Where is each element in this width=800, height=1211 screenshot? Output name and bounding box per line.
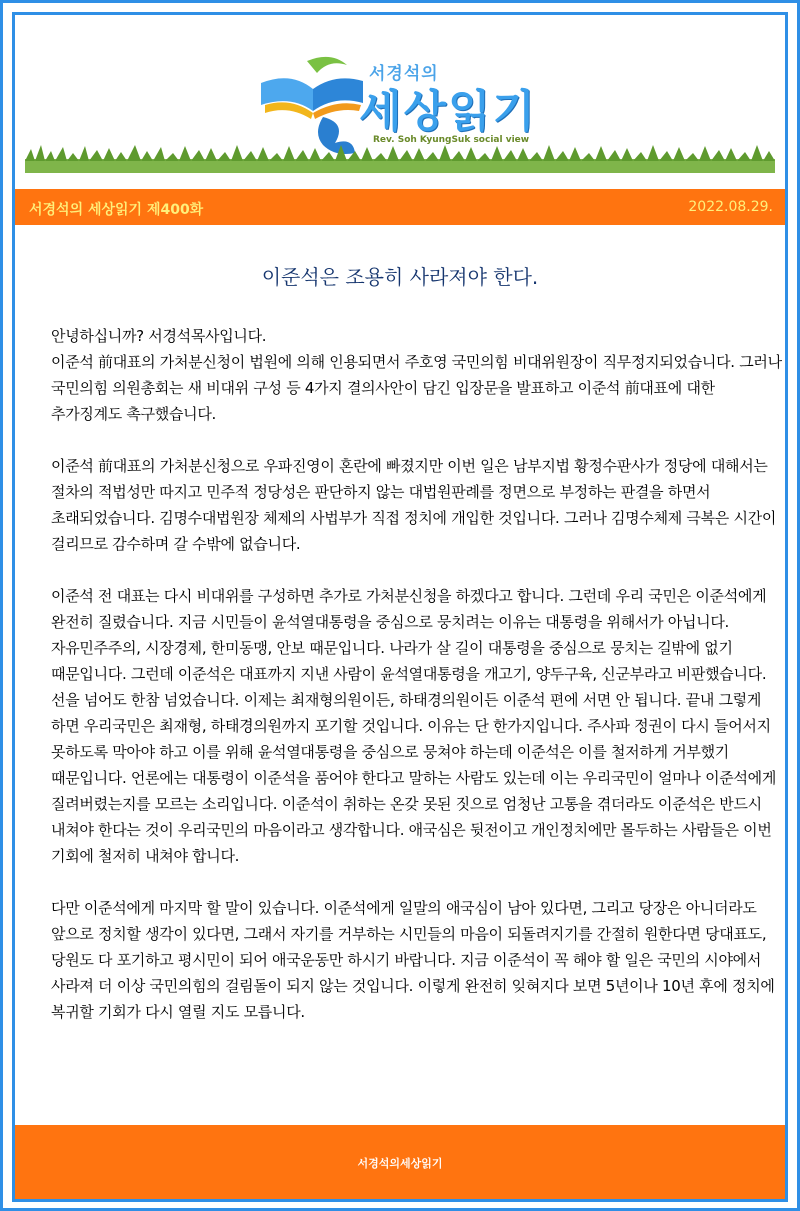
logo-english-tagline: Rev. Soh KyungSuk social view <box>373 135 530 145</box>
article-body <box>51 323 783 1051</box>
series-label: 서경석의 세상읽기 제400화 <box>29 202 204 218</box>
title-bar <box>15 189 785 225</box>
logo-title: 세상읽기 <box>359 86 538 137</box>
logo-subtitle: 서경석의 <box>369 64 439 84</box>
header <box>15 15 785 189</box>
issue-date: 2022.08.29. <box>688 199 773 215</box>
newsletter-container <box>12 12 788 1202</box>
paragraph: 다만 이준석에게 마지막 할 말이 있습니다. 이준석에게 일말의 애국심이 남아 있다면, 그리고 당장은 아니더라도 앞으로 정치할 생각이 있다면, 그래서 자기를 거부하는 시민들의 마음이 되돌려지기를 간절히 원한다면 당대표도, 당원도 다 포기하고 평시민이 되어 애국운동만 하시기 바랍니다. 지금 이준석이 꼭 해야 할 일은 국민의 시야에서 사라져 더 이상 국민의힘의 걸림돌이 되지 않는 것입니다. 이렇게 완전히 잊혀지다 보면 5년이나 10년 후에 정치에 복귀할 기회가 다시 열릴 지도 모릅니다. <box>51 899 775 1021</box>
logo <box>251 53 571 157</box>
paragraph: 이준석 전 대표는 다시 비대위를 구성하면 추가로 가처분신청을 하겠다고 합니다. 그런데 우리 국민은 이준석에게 완전히 질렸습니다. 지금 시민들이 윤석열대통령을 중심으로 뭉치려는 이유는 대통령을 위해서가 아닙니다. 자유민주주의, 시장경제, 한미동맹, 안보 때문입니다. 나라가 살 길이 대통령을 중심으로 뭉치는 길밖에 없기 때문입니다. 그런데 이준석은 대표까지 지낸 사람이 윤석열대통령을 개고기, 양두구육, 신군부라고 비판했습니다. 선을 넘어도 한참 넘었습니다. 이제는 최재형의원이든, 하태경의원이든 이준석 편에 서면 안 됩니다. 끝내 그렇게 하면 우리국민은 최재형, 하태경의원까지 포기할 것입니다. 이유는 단 한가지입니다. 주사파 정권이 다시 들어서지 못하도록 막아야 하고 이를 위해 윤석열대통령을 중심으로 뭉쳐야 하는데 이준석은 이를 철저하게 거부했기 때문입니다. 언론에는 대통령이 이준석을 품어야 한다고 말하는 사람도 있는데 이는 우리국민이 얼마나 이준석에게 질려버렸는지를 모르는 소리입니다. 이준석이 취하는 온갖 못된 짓으로 엄청난 고통을 겪더라도 이준석은 반드시 내쳐야 한다는 것이 우리국민의 마음이라고 생각합니다. 애국심은 뒷전이고 개인정치에만 몰두하는 사람들은 이번 기회에 철저히 내쳐야 합니다. <box>51 587 777 865</box>
footer-text: 서경석의세상읽기 <box>357 1157 443 1170</box>
paragraph: 안녕하십니까? 서경석목사입니다. 이준석 前대표의 가처분신청이 법원에 의해 인용되면서 주호영 국민의힘 비대위원장이 직무정지되었습니다. 그러나 국민의힘 의원총회는 새 비대위 구성 등 4가지 결의사안이 담긴 입장문을 발표하고 이준석 前대표에 대한 추가징계도 촉구했습니다. <box>51 327 782 423</box>
paragraph: 이준석 前대표의 가처분신청으로 우파진영이 혼란에 빠졌지만 이번 일은 남부지법 황정수판사가 정당에 대해서는 절차의 적법성만 따지고 민주적 정당성은 판단하지 않는 대법원판례를 정면으로 부정하는 판결을 하면서 초래되었습니다. 김명수대법원장 체제의 사법부가 직접 정치에 개입한 것입니다. 그러나 김명수체제 극복은 시간이 걸리므로 감수하며 갈 수밖에 없습니다. <box>51 457 777 553</box>
article <box>15 225 785 1125</box>
footer <box>15 1125 785 1202</box>
article-headline: 이준석은 조용히 사라져야 한다. <box>261 265 539 289</box>
grass-divider-icon <box>25 143 775 173</box>
